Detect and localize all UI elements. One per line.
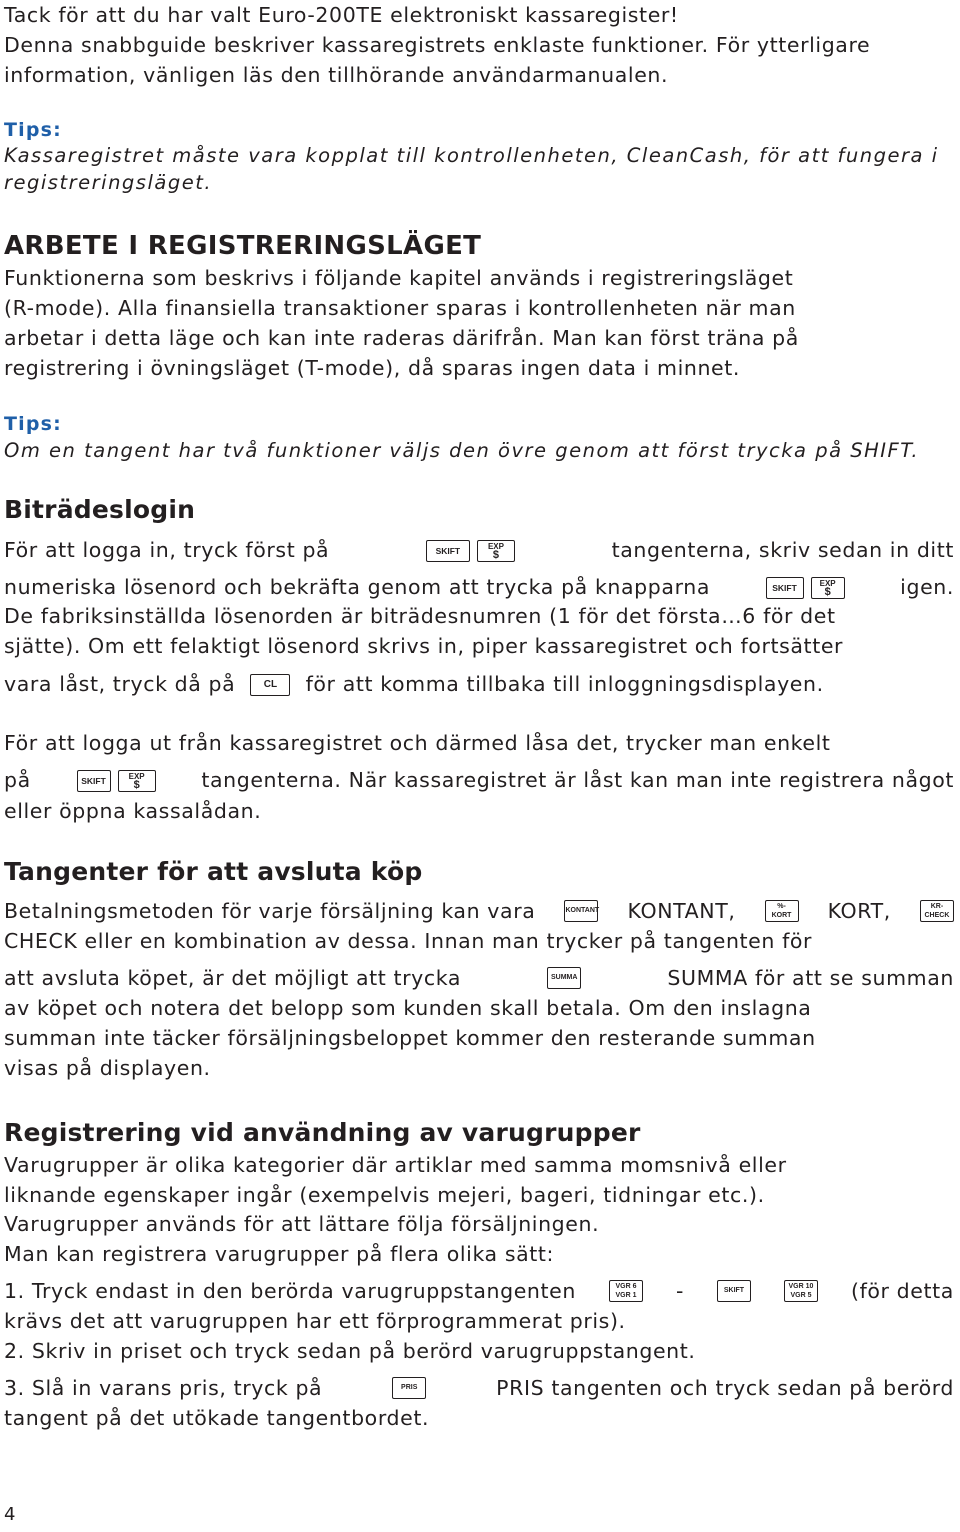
pris-key: PRIS [392, 1377, 426, 1399]
kort-key [765, 900, 799, 922]
text: tangenterna. När kassaregistret är låst kan man inte registrera något [201, 768, 954, 792]
cl-key: CL [250, 674, 290, 696]
vgr6-vgr1-key [609, 1280, 643, 1302]
section1-line-1: Funktionerna som beskrivs i följande kapitel används i registreringsläget [4, 266, 794, 290]
tips-label: Tips: [4, 119, 62, 141]
text: vara låst, tryck då på [4, 672, 236, 696]
skift-key: SKIFT [426, 540, 470, 562]
intro-line-1: Tack för att du har valt Euro-200TE elektroniskt kassaregister! [4, 3, 679, 27]
exp-key [477, 540, 515, 562]
summa-key: SUMMA [547, 967, 581, 989]
intro-line-2: Denna snabbguide beskriver kassaregistrets enklaste funktioner. För ytterligare [4, 33, 871, 57]
section-heading-login: Biträdeslogin [4, 495, 196, 524]
kort-label: KORT [771, 912, 792, 919]
skift-key: SKIFT [77, 770, 111, 792]
kontant-key: KONTANT [564, 900, 598, 922]
exp-label: EXP [487, 542, 504, 551]
text: PRIS tangenten och tryck sedan på berörd [496, 1376, 954, 1400]
text: För att logga in, tryck först på [4, 538, 330, 562]
dollar-label: $ [492, 549, 500, 561]
groups-line-4: Man kan registrera varugrupper på flera olika sätt: [4, 1242, 555, 1266]
text: att avsluta köpet, är det möjligt att trycka [4, 966, 462, 990]
check-label: CHECK [924, 912, 950, 919]
intro-line-3: information, vänligen läs den tillhörande användarmanualen. [4, 63, 669, 87]
text: KONTANT, [627, 899, 736, 923]
skift-exp-keys [77, 765, 156, 795]
groups-line-3: Varugrupper används för att lättare följa försäljningen. [4, 1212, 600, 1236]
login-line-1 [4, 535, 954, 565]
pct-label: %- [777, 903, 786, 910]
groups-item-1-cont: krävs det att varugruppen har ett förprogrammerat pris). [4, 1309, 626, 1333]
logout-line-1: För att logga ut från kassaregistret och därmed låsa det, trycker man enkelt [4, 731, 831, 755]
section1-line-4: registrering i övningsläget (T-mode), då sparas ingen data i minnet. [4, 356, 741, 380]
payment-line-6: visas på displayen. [4, 1056, 211, 1080]
section1-line-3: arbetar i detta läge och kan inte raderas därifrån. Man kan först träna på [4, 326, 799, 350]
text: 3. Slå in varans pris, tryck på [4, 1376, 323, 1400]
section-heading-registration-mode: ARBETE I REGISTRERINGSLÄGET [4, 231, 482, 261]
vgr5-label: VGR 5 [790, 1292, 812, 1299]
text: numeriska lösenord och bekräfta genom att trycka på knapparna [4, 575, 710, 599]
groups-line-1: Varugrupper är olika kategorier där artiklar med samma momsnivå eller [4, 1153, 787, 1177]
dash: - [675, 1279, 684, 1303]
login-line-3: De fabriksinställda lösenorden är biträdesnumren (1 för det första…6 för det [4, 604, 836, 628]
payment-line-1 [4, 896, 954, 926]
text: igen. [900, 575, 954, 599]
text: för att komma tillbaka till inloggningsdisplayen. [305, 672, 824, 696]
section1-line-2: (R-mode). Alla finansiella transaktioner sparas i kontrollenheten när man [4, 296, 796, 320]
section-heading-product-groups: Registrering vid användning av varugrupper [4, 1118, 641, 1147]
logout-line-3: eller öppna kassalådan. [4, 799, 262, 823]
exp-key [811, 577, 845, 599]
tips-text-shift: Om en tangent har två funktioner väljs den övre genom att först trycka på SHIFT. [4, 439, 920, 462]
payment-line-2: CHECK eller en kombination av dessa. Innan man trycker på tangenten för [4, 929, 813, 953]
text: på [4, 768, 31, 792]
skift-key: SKIFT [717, 1280, 751, 1302]
text: SUMMA för att se summan [667, 966, 954, 990]
text: KORT, [827, 899, 891, 923]
text: (för detta [850, 1279, 954, 1303]
groups-item-2: 2. Skriv in priset och tryck sedan på berörd varugruppstangent. [4, 1339, 696, 1363]
text: tangenterna, skriv sedan in ditt [611, 538, 954, 562]
section-heading-payment-keys: Tangenter för att avsluta köp [4, 857, 423, 886]
groups-item-3-cont: tangent på det utökade tangentbordet. [4, 1406, 430, 1430]
page-number: 4 [4, 1504, 16, 1525]
dollar-label: $ [824, 586, 831, 598]
tips-text-line-1: Kassaregistret måste vara kopplat till kontrollenheten, CleanCash, för att fungera i [4, 144, 939, 167]
groups-item-3 [4, 1373, 954, 1403]
kr-label: KR- [930, 903, 944, 910]
skift-exp-keys [426, 535, 515, 565]
payment-line-4: av köpet och notera det belopp som kunden skall betala. Om den inslagna [4, 996, 812, 1020]
payment-line-5: summan inte täcker försäljningsbeloppet kommer den resterande summan [4, 1026, 816, 1050]
check-key [920, 900, 954, 922]
login-line-5 [4, 669, 824, 699]
groups-line-2: liknande egenskaper ingår (exempelvis mejeri, bageri, tidningar etc.). [4, 1183, 765, 1207]
exp-label: EXP [128, 772, 145, 781]
text: 1. Tryck endast in den berörda varugruppstangenten [4, 1279, 576, 1303]
vgr1-label: VGR 1 [615, 1292, 637, 1299]
skift-exp-keys [766, 572, 845, 602]
exp-key [118, 770, 156, 792]
tips-label: Tips: [4, 413, 62, 435]
exp-label: EXP [819, 579, 836, 588]
vgr10-label: VGR 10 [788, 1283, 814, 1290]
payment-line-3 [4, 963, 954, 993]
skift-key: SKIFT [766, 577, 804, 599]
tips-text-line-2: registreringsläget. [4, 171, 213, 194]
dollar-label: $ [133, 779, 140, 791]
groups-item-1 [4, 1276, 954, 1306]
login-line-4: sjätte). Om ett felaktigt lösenord skrivs in, piper kassaregistret och fortsätter [4, 634, 844, 658]
login-line-2 [4, 572, 954, 602]
vgr6-label: VGR 6 [615, 1283, 637, 1290]
vgr10-vgr5-key [784, 1280, 818, 1302]
text: Betalningsmetoden för varje försäljning kan vara [4, 899, 536, 923]
logout-line-2 [4, 765, 954, 795]
